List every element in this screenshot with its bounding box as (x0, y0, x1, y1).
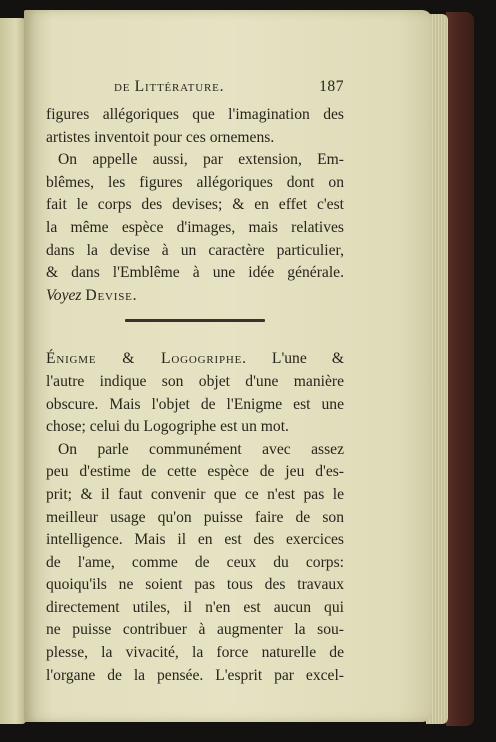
cross-reference (46, 285, 344, 308)
text-line: meilleur usage qu'on puisse faire de son (46, 508, 344, 526)
text-line: chose; celui du Logogriphe est un mot. (46, 418, 289, 436)
voyez-word: Voyez (46, 286, 82, 304)
text-line: l'autre indique son objet d'une manière (46, 372, 344, 390)
running-title-de: de (114, 78, 131, 95)
section-divider (125, 319, 265, 322)
text-line: fait le corps des devises; & en effet c'est (46, 196, 344, 214)
text-line: directement utiles, il n'en est aucun qui (46, 598, 344, 616)
page-number: 187 (319, 78, 344, 95)
entry-heading: Énigme & Logogriphe. (46, 350, 247, 368)
text-line: artistes inventoit pour ces ornemens. (46, 128, 275, 146)
text-line: l'organe de la pensée. L'esprit par excel- (46, 666, 344, 684)
page-body (46, 76, 344, 687)
text-line: intelligence. Mais il en est des exercices (46, 531, 344, 549)
text-line: de l'ame, comme de ceux du corps: (46, 553, 344, 571)
book-binding (446, 12, 474, 726)
text-line: peu d'estime de cette espèce de jeu d'es- (46, 463, 344, 481)
text-line: figures allégoriques que l'imagination des (46, 106, 344, 123)
facing-page-edge (0, 18, 26, 724)
text-line: plesse, la vivacité, la force naturelle de (46, 644, 344, 662)
text-line: On parle communément avec assez (58, 440, 344, 458)
text-line: blêmes, les figures allégoriques dont on (46, 173, 344, 191)
text-line: ne puisse contribuer à augmenter la sou- (46, 621, 344, 639)
entry-heading-line (46, 348, 344, 371)
text-line: & dans l'Emblême à une idée générale. (46, 264, 344, 282)
text-line: prit; & il faut convenir que ce n'est pas le (46, 485, 344, 503)
text-line: L'une & (271, 350, 344, 368)
text-line: On appelle aussi, par extension, Em- (58, 151, 344, 169)
running-title-litterature: Littérature. (134, 78, 225, 95)
cross-reference-target: Devise. (85, 286, 138, 304)
text-line: quoiqu'ils ne soient pas tous des travaux (46, 576, 344, 594)
text-line: la même espèce d'images, mais relatives (46, 218, 344, 236)
text-line: dans la devise à un caractère particulier, (46, 241, 344, 259)
text-line: obscure. Mais l'objet de l'Enigme est une (46, 395, 344, 413)
